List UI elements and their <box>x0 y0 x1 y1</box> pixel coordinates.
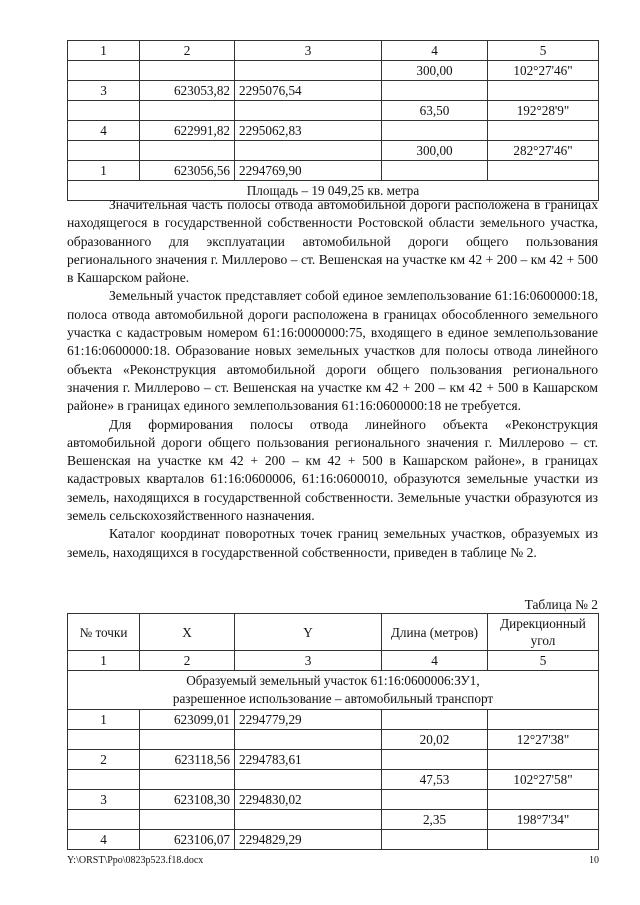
x-cell: 622991,82 <box>140 121 235 141</box>
angle-cell: 102°27'58" <box>488 770 599 790</box>
length-cell: 63,50 <box>382 101 488 121</box>
table-header-row <box>68 614 599 651</box>
length-cell: 47,53 <box>382 770 488 790</box>
point-number-cell: 3 <box>68 81 140 101</box>
angle-cell: 192°28'9" <box>488 101 599 121</box>
header-cell: Y <box>235 614 382 651</box>
length-cell: 300,00 <box>382 61 488 81</box>
point-number-cell: 1 <box>68 161 140 181</box>
point-number-cell: 2 <box>68 750 140 770</box>
table-row <box>68 81 599 101</box>
area-total: Площадь – 19 049,25 кв. метра <box>68 181 599 201</box>
paragraph: Значительная часть полосы отвода автомобильной дороги расположена в границах находящегося в государственной собственности Ростовской области земельного участка, образованного для эксплуатации автомобильной дороги общего пользования регионального значения г. Миллерово – ст. Вешенская на участке км 42 + 200 – км 42 + 500 в Кашарском районе. <box>67 197 598 286</box>
page-number: 10 <box>589 855 599 866</box>
angle-cell: 102°27'46" <box>488 61 599 81</box>
length-cell: 20,02 <box>382 730 488 750</box>
column-number: 4 <box>382 651 488 671</box>
x-cell: 623106,07 <box>140 830 235 850</box>
y-cell: 2294830,02 <box>235 790 382 810</box>
x-cell: 623118,56 <box>140 750 235 770</box>
header-cell: Длина (метров) <box>382 614 488 651</box>
header-cell: X <box>140 614 235 651</box>
table-header-row <box>68 41 599 61</box>
length-cell: 300,00 <box>382 141 488 161</box>
table-row <box>68 61 599 81</box>
table-row <box>68 810 599 830</box>
length-cell: 2,35 <box>382 810 488 830</box>
y-cell: 2294829,29 <box>235 830 382 850</box>
parcel-usage: разрешенное использование – автомобильный транспорт <box>172 691 494 706</box>
y-cell: 2294769,90 <box>235 161 382 181</box>
paragraph: Каталог координат поворотных точек границ земельных участков, образуемых из земель, находящихся в государственной собственности, приведен в таблице № 2. <box>67 526 598 560</box>
y-cell: 2294779,29 <box>235 710 382 730</box>
point-number-cell: 4 <box>68 830 140 850</box>
x-cell: 623099,01 <box>140 710 235 730</box>
point-number-cell: 3 <box>68 790 140 810</box>
header-cell: 4 <box>382 41 488 61</box>
paragraph: Для формирования полосы отвода линейного объекта «Реконструкция автомобильной дороги общего пользования регионального значения г. Миллерово – ст. Вешенская на участке км 42 + 200 – км 42 + 500 в Кашарском районе», в границах кадастровых кварталов 61:16:0600006, 61:16:0600010, образуются земельные участки из земель, находящихся в государственной собственности. Земельные участки образуются из земель сельскохозяйственного назначения. <box>67 416 598 524</box>
table-row <box>68 790 599 810</box>
coordinates-table <box>67 613 599 850</box>
table-row <box>68 121 599 141</box>
table-row <box>68 141 599 161</box>
y-cell: 2295062,83 <box>235 121 382 141</box>
column-number: 1 <box>68 651 140 671</box>
parcel-title: Образуемый земельный участок 61:16:0600006:ЗУ1, <box>186 673 480 688</box>
x-cell: 623108,30 <box>140 790 235 810</box>
point-number-cell: 4 <box>68 121 140 141</box>
coordinates-table-continued <box>67 40 599 201</box>
paragraph: Земельный участок представляет собой единое землепользование 61:16:0600000:18, полоса отвода автомобильной дороги расположена в границах обособленного земельного участка с кадастровым номером 61:16:0000000:75, входящего в единое землепользование 61:16:0600000:18. Образование новых земельных участков для полосы отвода линейного объекта «Реконструкция автомобильной дороги общего пользования регионального значения г. Миллерово – ст. Вешенская на участке км 42 + 200 – км 42 + 500 в Кашарском районе» в границах единого землепользования 61:16:0600000:18 не требуется. <box>67 288 598 414</box>
x-cell: 623056,56 <box>140 161 235 181</box>
angle-cell: 282°27'46" <box>488 141 599 161</box>
header-cell: Дирекционный угол <box>488 614 599 651</box>
parcel-description <box>68 671 599 710</box>
table-row <box>68 830 599 850</box>
parcel-band-row <box>68 671 599 710</box>
y-cell: 2295076,54 <box>235 81 382 101</box>
column-number: 5 <box>488 651 599 671</box>
point-number-cell: 1 <box>68 710 140 730</box>
column-number-row <box>68 651 599 671</box>
header-cell: 1 <box>68 41 140 61</box>
x-cell: 623053,82 <box>140 81 235 101</box>
header-cell: 3 <box>235 41 382 61</box>
table-row <box>68 770 599 790</box>
table-caption: Таблица № 2 <box>524 597 598 612</box>
table-row <box>68 710 599 730</box>
table-row <box>68 730 599 750</box>
column-number: 3 <box>235 651 382 671</box>
y-cell: 2294783,61 <box>235 750 382 770</box>
angle-cell: 198°7'34" <box>488 810 599 830</box>
angle-cell: 12°27'38" <box>488 730 599 750</box>
table-row <box>68 750 599 770</box>
table-row <box>68 101 599 121</box>
column-number: 2 <box>140 651 235 671</box>
body-text <box>67 196 598 562</box>
header-cell: 2 <box>140 41 235 61</box>
file-path: Y:\ORST\Ppo\0823p523.f18.docx <box>67 855 204 866</box>
header-cell: 5 <box>488 41 599 61</box>
table-row <box>68 161 599 181</box>
header-cell: № точки <box>68 614 140 651</box>
